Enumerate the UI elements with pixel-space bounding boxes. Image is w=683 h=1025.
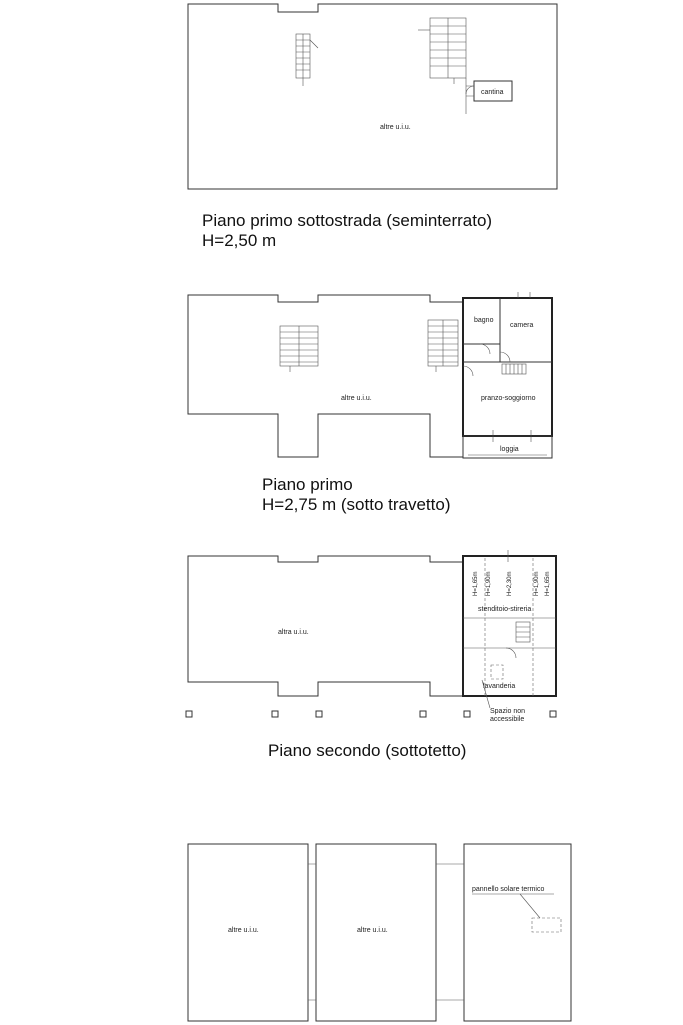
label-solar-panel: pannello solare termico — [472, 886, 545, 893]
first-floor-plan — [188, 292, 552, 514]
caption-basement-line1: Piano primo sottostrada (seminterrato) — [202, 211, 493, 230]
height-label-2: H=1,90m — [486, 571, 492, 596]
label-spazio-line1: Spazio non — [490, 708, 526, 715]
label-first-other: altre u.i.u. — [341, 395, 372, 402]
roof-plan — [188, 844, 571, 1021]
height-label-1: H=1,65m — [473, 571, 479, 596]
height-label-3: H=2,30m — [507, 571, 513, 596]
label-pranzo-soggiorno: pranzo-soggiorno — [481, 395, 536, 402]
caption-second: Piano secondo (sottotetto) — [268, 741, 467, 760]
label-roof-left: altre u.i.u. — [228, 927, 259, 934]
second-attic — [463, 550, 556, 723]
label-loggia: loggia — [500, 446, 519, 453]
basement-cantina — [466, 81, 512, 101]
label-camera: camera — [510, 322, 534, 329]
label-stenditoio: stenditoio-stireria — [478, 606, 532, 613]
first-loggia — [463, 436, 552, 458]
label-lavanderia: lavanderia — [483, 683, 516, 690]
height-label-5: H=1,65m — [545, 571, 551, 596]
label-second-other: altra u.i.u. — [278, 629, 309, 636]
first-apartment — [463, 292, 552, 442]
label-bagno: bagno — [474, 317, 494, 324]
caption-basement-line2: H=2,50 m — [202, 231, 277, 250]
label-cantina: cantina — [481, 89, 504, 96]
height-label-4: H=1,90m — [534, 571, 540, 596]
basement-stair-right — [418, 18, 466, 114]
first-stair-right — [428, 320, 458, 372]
label-roof-middle: altre u.i.u. — [357, 927, 388, 934]
basement-plan — [188, 4, 557, 250]
first-stair-left — [280, 326, 318, 372]
label-spazio-line2: accessibile — [490, 716, 525, 723]
caption-first-line2: H=2,75 m (sotto travetto) — [262, 495, 451, 514]
label-basement-other: altre u.i.u. — [380, 124, 411, 131]
solar-panel-outline — [532, 918, 561, 932]
second-floor-plan — [186, 550, 556, 760]
basement-stair-left — [296, 34, 318, 86]
caption-first-line1: Piano primo — [262, 475, 353, 494]
